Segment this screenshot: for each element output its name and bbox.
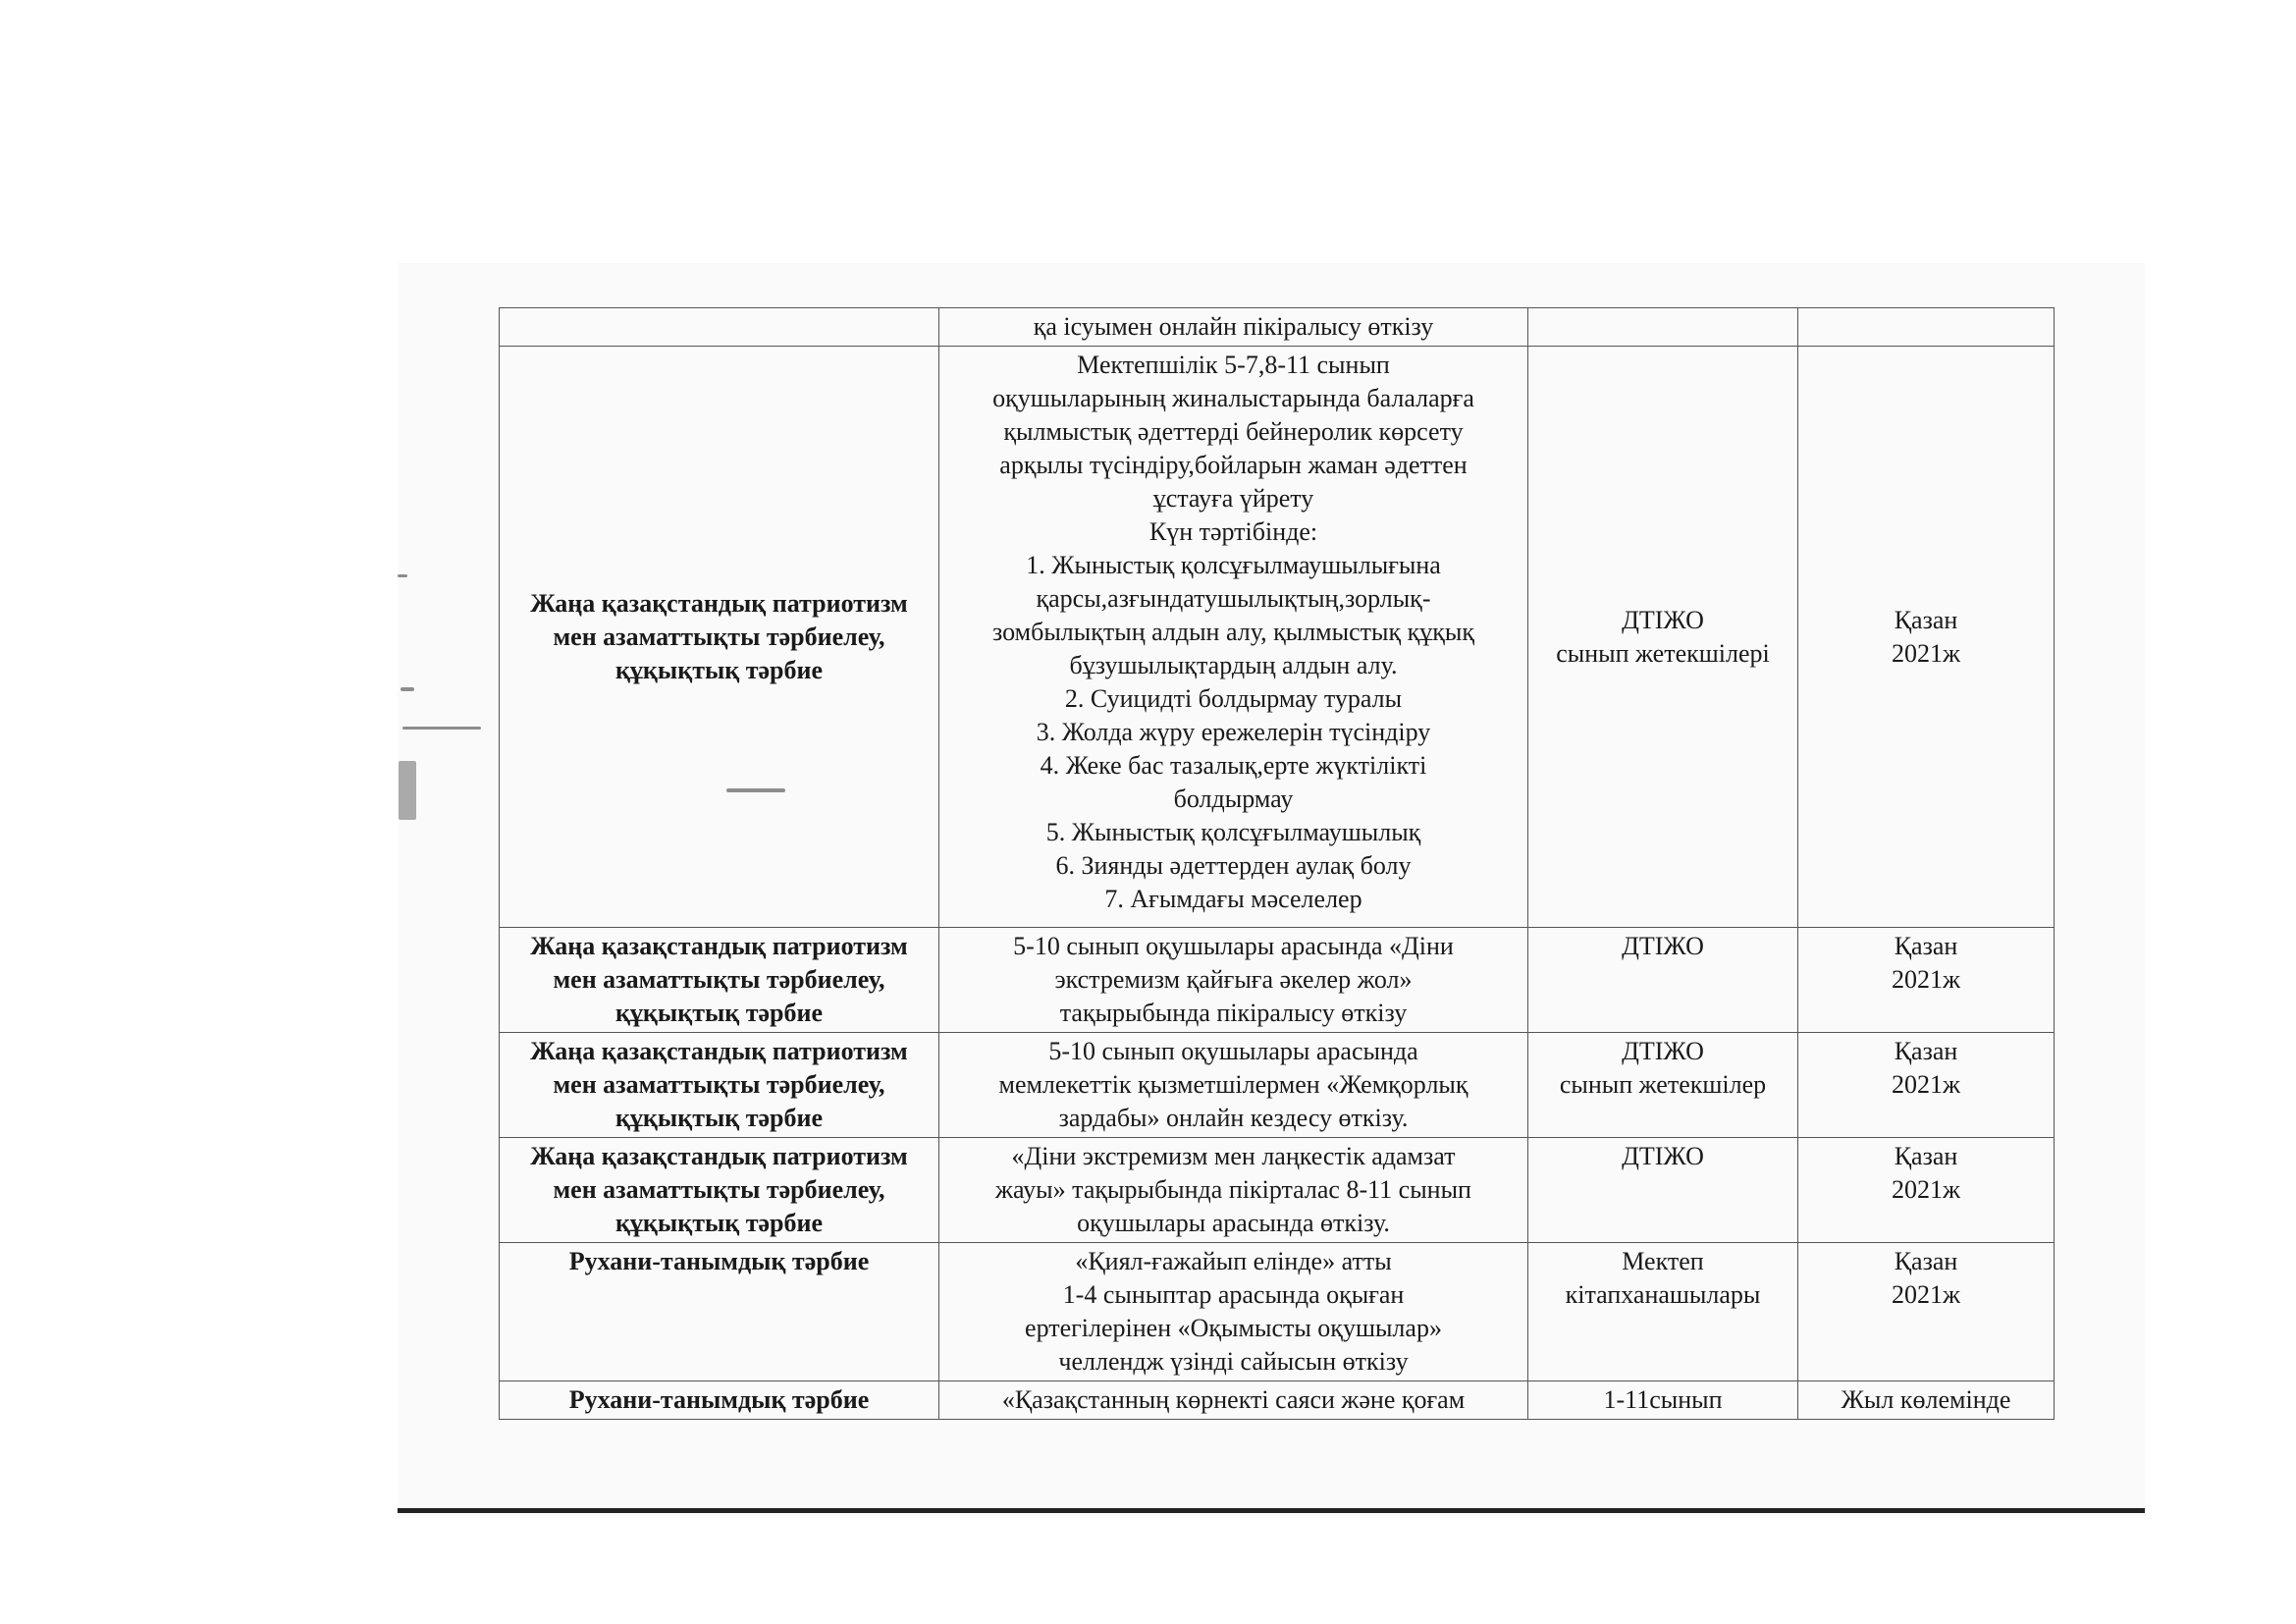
activity-line: қылмыстық әдеттерді бейнеролик көрсету [1003, 417, 1464, 446]
activity-line: 2. Суицидті болдырмау туралы [1064, 684, 1403, 713]
direction-cell [500, 308, 939, 347]
activity-cell [939, 347, 1528, 928]
responsible-line: кітапханашылары [1565, 1280, 1761, 1309]
scan-smudge [400, 687, 414, 691]
activity-line: Күн тәртібінде: [1148, 517, 1318, 546]
activity-line: 3. Жолда жүру ережелерін түсіндіру [1036, 718, 1431, 746]
deadline-line: 2021ж [1892, 1070, 1960, 1099]
event-plan-table [499, 307, 2055, 1420]
deadline-cell [1798, 928, 2055, 1033]
responsible-line: ДТІЖО [1622, 932, 1704, 960]
deadline-line: Қазан [1894, 605, 1958, 634]
deadline-line: 2021ж [1892, 638, 1960, 668]
table-row [500, 308, 2055, 347]
table-row [500, 347, 2055, 928]
activity-cell [939, 1381, 1528, 1420]
deadline-line: Қазан [1894, 932, 1958, 960]
responsible-cell [1528, 1138, 1798, 1243]
activity-cell [939, 928, 1528, 1033]
event-plan-table-body [500, 308, 2055, 1420]
direction-cell [500, 928, 939, 1033]
responsible-cell [1528, 1381, 1798, 1420]
deadline-line: Қазан [1894, 1247, 1958, 1275]
activity-line: оқушылары арасында өткізу. [1077, 1209, 1390, 1237]
activity-line: Мектепшілік 5-7,8-11 сынып [1077, 351, 1390, 379]
deadline-cell [1798, 1243, 2055, 1381]
activity-line: зомбылықтың алдын алу, қылмыстық құқық [992, 618, 1474, 646]
activity-line: болдырмау [1173, 785, 1294, 813]
responsible-line: сынып жетекшілері [1556, 638, 1770, 668]
direction-cell [500, 1243, 939, 1381]
activity-line: зардабы» онлайн кездесу өткізу. [1058, 1104, 1409, 1132]
activity-line: 5. Жыныстық қолсұғылмаушылық [1045, 818, 1421, 846]
scan-smudge [402, 727, 481, 730]
activity-line: жауы» тақырыбында пікірталас 8-11 сынып [995, 1175, 1471, 1204]
direction-cell [500, 347, 939, 928]
activity-line: «Діни экстремизм мен лаңкестік адамзат [1011, 1142, 1456, 1170]
responsible-line: ДТІЖО [1622, 605, 1704, 634]
responsible-line: Мектеп [1622, 1247, 1704, 1275]
deadline-line: Қазан [1894, 1037, 1958, 1065]
activity-line: бұзушылықтардың алдын алу. [1069, 651, 1398, 679]
activity-line: мемлекеттік қызметшілермен «Жемқорлық [998, 1070, 1468, 1099]
deadline-cell [1798, 1138, 2055, 1243]
deadline-line: Қазан [1894, 1142, 1958, 1170]
activity-line: челлендж үзінді сайысын өткізу [1058, 1347, 1409, 1376]
activity-cell [939, 1033, 1528, 1138]
table-row [500, 1381, 2055, 1420]
responsible-line: ДТІЖО [1622, 1037, 1704, 1065]
activity-line: 1-4 сыныптар арасында оқыған [1062, 1280, 1405, 1309]
activity-line: экстремизм қайғыға әкелер жол» [1054, 965, 1413, 994]
activity-line: оқушыларының жиналыстарында балаларға [992, 384, 1474, 412]
activity-line: 1. Жыныстық қолсұғылмаушылығына [1026, 551, 1441, 579]
activity-line: «Қазақстанның көрнекті саяси және қоғам [1001, 1385, 1466, 1414]
responsible-cell [1528, 347, 1798, 928]
activity-line: қарсы,азғындатушылықтың,зорлық- [1036, 584, 1431, 613]
deadline-cell [1798, 1381, 2055, 1420]
deadline-cell [1798, 1033, 2055, 1138]
scan-smudge [398, 574, 407, 577]
page-bottom-rule [398, 1508, 2145, 1513]
deadline-cell [1798, 347, 2055, 928]
activity-line: 5-10 сынып оқушылары арасында [1048, 1037, 1418, 1065]
responsible-cell [1528, 928, 1798, 1033]
direction-text: Жаңа қазақстандық патриотизм мен азаматтықты тәрбиелеу, құқықтық тәрбие [530, 1142, 908, 1237]
activity-line: арқылы түсіндіру,бойларын жаман әдеттен [999, 451, 1468, 479]
direction-text: Жаңа қазақстандық патриотизм мен азаматтықты тәрбиелеу, құқықтық тәрбие [530, 1037, 908, 1132]
direction-text: Жаңа қазақстандық патриотизм мен азаматтықты тәрбиелеу, құқықтық тәрбие [530, 932, 908, 1027]
responsible-cell [1528, 308, 1798, 347]
activity-line: 6. Зиянды әдеттерден аулақ болу [1055, 851, 1412, 880]
activity-cell [939, 308, 1528, 347]
responsible-line: ДТІЖО [1622, 1142, 1704, 1170]
table-row [500, 928, 2055, 1033]
responsible-line: 1-11сынып [1603, 1385, 1723, 1414]
direction-cell [500, 1381, 939, 1420]
responsible-cell [1528, 1033, 1798, 1138]
responsible-line: сынып жетекшілер [1559, 1070, 1767, 1099]
direction-cell [500, 1138, 939, 1243]
scan-smudge [399, 761, 416, 820]
activity-line: 7. Ағымдағы мәселелер [1104, 885, 1362, 913]
table-row [500, 1138, 2055, 1243]
deadline-cell [1798, 308, 2055, 347]
activity-line: тақырыбында пікіралысу өткізу [1059, 999, 1408, 1027]
direction-text: Жаңа қазақстандық патриотизм мен азаматтықты тәрбиелеу, құқықтық тәрбие [530, 588, 908, 684]
deadline-line: 2021ж [1892, 1280, 1960, 1309]
responsible-cell [1528, 1243, 1798, 1381]
deadline-line: 2021ж [1892, 965, 1960, 994]
table-row [500, 1243, 2055, 1381]
deadline-line: Жыл көлемінде [1841, 1385, 2011, 1414]
direction-text: Рухани-танымдық тәрбие [568, 1385, 870, 1414]
activity-line: ертегілерінен «Оқымысты оқушылар» [1025, 1314, 1442, 1342]
activity-line: «Қиял-ғажайып елінде» атты [1075, 1247, 1392, 1275]
activity-line: қа ісуымен онлайн пікіралысу өткізу [1033, 312, 1434, 341]
activity-cell [939, 1243, 1528, 1381]
activity-line: 4. Жеке бас тазалық,ерте жүктілікті [1040, 751, 1427, 780]
direction-text: Рухани-танымдық тәрбие [568, 1247, 870, 1275]
activity-line: 5-10 сынып оқушылары арасында «Діни [1013, 932, 1454, 960]
deadline-line: 2021ж [1892, 1175, 1960, 1204]
activity-line: ұстауға үйрету [1152, 484, 1314, 513]
table-row [500, 1033, 2055, 1138]
activity-cell [939, 1138, 1528, 1243]
direction-cell [500, 1033, 939, 1138]
